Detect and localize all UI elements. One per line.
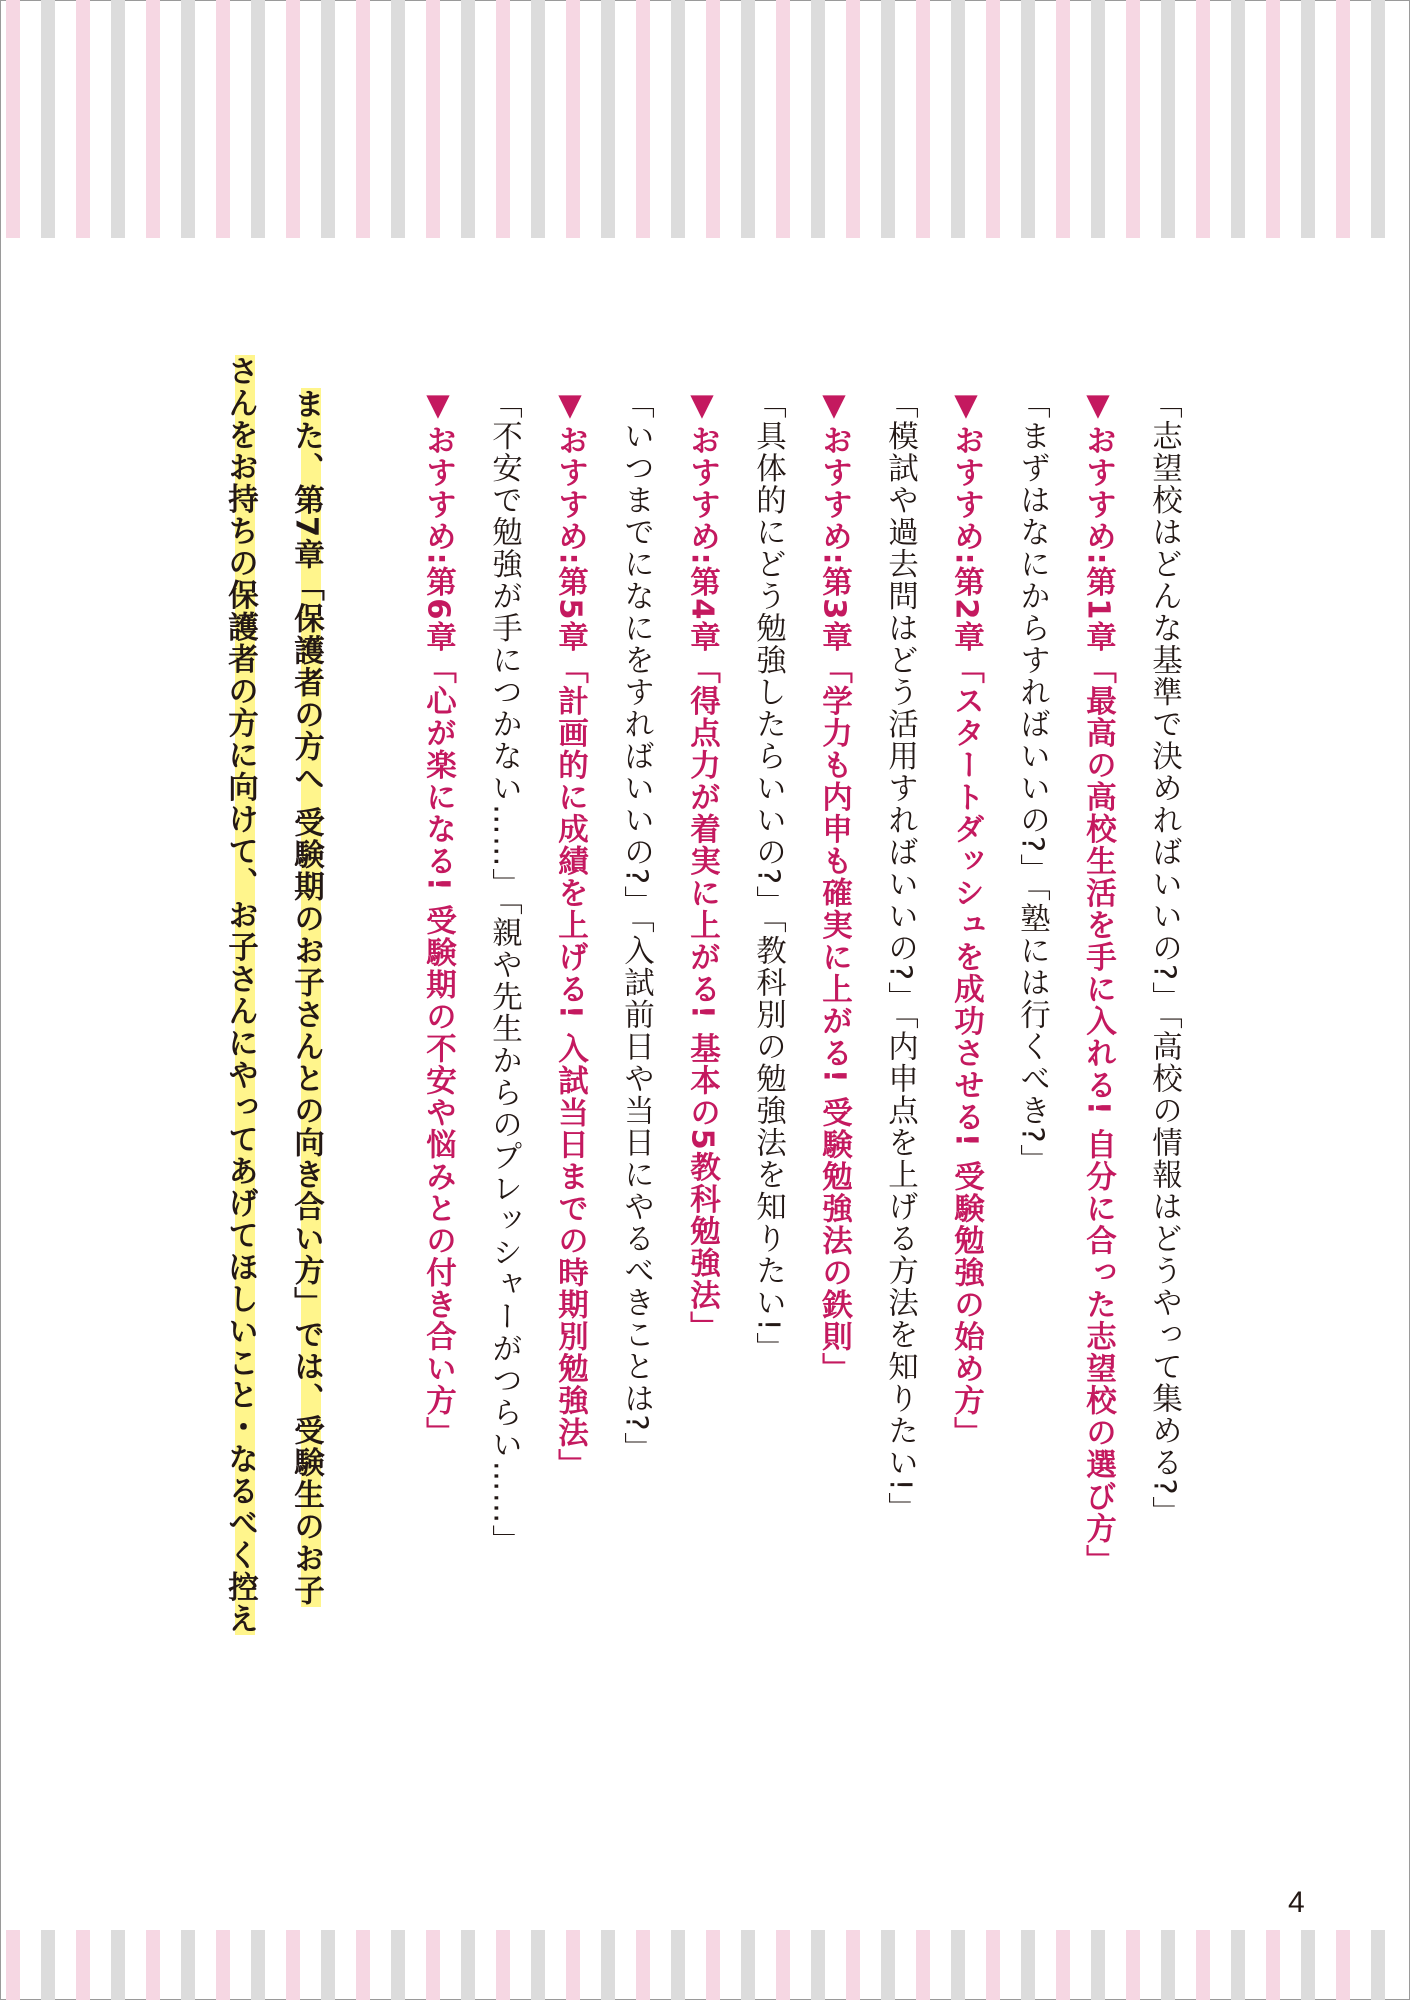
question-column-5: 「いつまでになにをすればいいの?」「入試前日や当日にやるべきことは?」 [618, 388, 654, 1465]
parents-note-line-2: さんをお持ちの保護者の方に向けて、お子さんにやってあげてほしいこと・なるべく控え [222, 355, 258, 1635]
recommend-chapter-4: ▼おすすめ:第4章「得点力が着実に上がる! 基本の5教科勉強法」 [684, 388, 720, 1344]
recommend-chapter-3: ▼おすすめ:第3章「学力も内申も確実に上がる! 受験勉強法の鉄則」 [816, 388, 852, 1385]
recommend-chapter-1: ▼おすすめ:第1章「最高の高校生活を手に入れる! 自分に合った志望校の選び方」 [1080, 388, 1116, 1577]
question-column-4: 「具体的にどう勉強したらいいの?」「教科別の勉強法を知りたい!」 [750, 388, 786, 1365]
page-number: 4 [1288, 1886, 1305, 1919]
question-column-3: 「模試や過去問はどう活用すればいいの?」「内申点を上げる方法を知りたい!」 [882, 388, 918, 1525]
bottom-stripe-decoration [6, 1930, 1404, 2000]
question-column-6: 「不安で勉強が手につかない……」「親や先生からのプレッシャーがつらい……」 [486, 388, 522, 1557]
top-stripe-decoration [6, 0, 1404, 238]
parents-note-line-1: また、第7章「保護者の方へ 受験期のお子さんとの向き合い方」では、受験生のお子 [288, 388, 324, 1607]
question-column-2: 「まずはなにからすればいいの?」「塾には行くべき?」 [1014, 388, 1050, 1177]
recommend-chapter-5: ▼おすすめ:第5章「計画的に成績を上げる! 入試当日までの時期別勉強法」 [552, 388, 588, 1481]
question-column-1: 「志望校はどんな基準で決めればいいの?」「高校の情報はどうやって集める?」 [1146, 388, 1182, 1529]
recommend-chapter-6: ▼おすすめ:第6章「心が楽になる! 受験期の不安や悩みとの付き合い方」 [420, 388, 456, 1449]
recommend-chapter-2: ▼おすすめ:第2章「スタートダッシュを成功させる! 受験勉強の始め方」 [948, 388, 984, 1449]
